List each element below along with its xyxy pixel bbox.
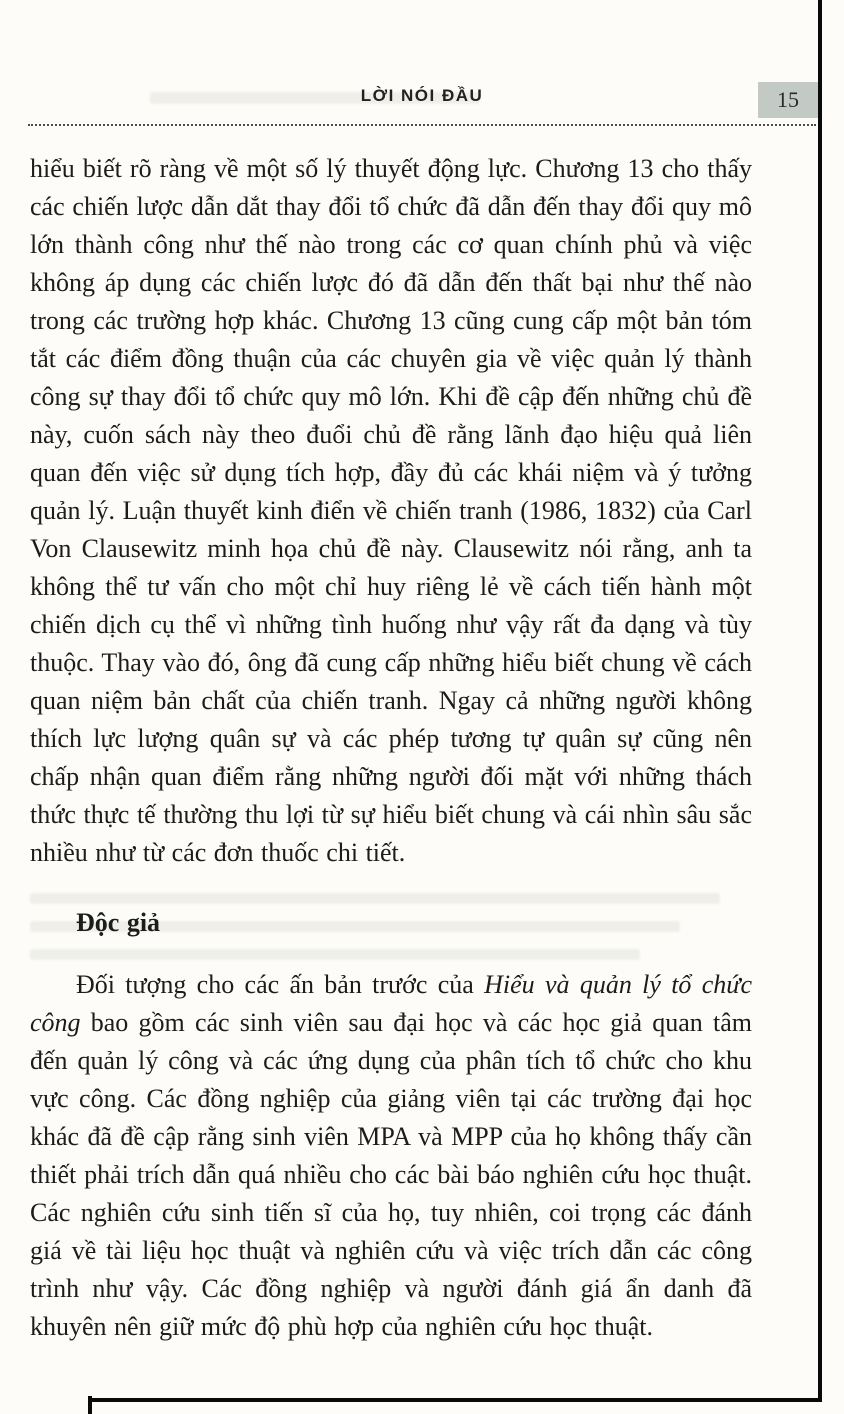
header-divider xyxy=(28,124,816,126)
paragraph-continuation: hiểu biết rõ ràng về một số lý thuyết động lực. Chương 13 cho thấy các chiến lược dẫn dắt thay đổi tổ chức đã dẫn đến thay đổi quy mô lớn thành công như thế nào trong các cơ quan chính phủ và việc không áp dụng các chiến lược đó đã dẫn đến thất bại như thế nào trong các trường hợp khác. Chương 13 cũng cung cấp một bản tóm tắt các điểm đồng thuận của các chuyên gia về việc quản lý thành công sự thay đổi tổ chức quy mô lớn. Khi đề cập đến những chủ đề này, cuốn sách này theo đuổi chủ đề rằng lãnh đạo hiệu quả liên quan đến việc sử dụng tích hợp, đầy đủ các khái niệm và ý tưởng quản lý. Luận thuyết kinh điển về chiến tranh (1986, 1832) của Carl Von Clausewitz minh họa chủ đề này. Clausewitz nói rằng, anh ta không thể tư vấn cho một chỉ huy riêng lẻ về cách tiến hành một chiến dịch cụ thể vì những tình huống như vậy rất đa dạng và tùy thuộc. Thay vào đó, ông đã cung cấp những hiểu biết chung về cách quan niệm bản chất của chiến tranh. Ngay cả những người không thích lực lượng quân sự và các phép tương tự quân sự cũng nên chấp nhận quan điểm rằng những người đối mặt với những thách thức thực tế thường thu lợi từ sự hiểu biết chung và cái nhìn sâu sắc nhiều như từ các đơn thuốc chi tiết. xyxy=(30,154,752,867)
book-title-italic: Hiểu và quản lý tổ chức công xyxy=(30,970,752,1037)
text-block xyxy=(30,150,752,1346)
page-edge-right xyxy=(818,0,822,1400)
page-number: 15 xyxy=(777,87,799,112)
paragraph-text: Đối tượng cho các ấn bản trước của xyxy=(76,970,485,999)
page-edge-corner xyxy=(88,1396,92,1414)
running-header-title: LỜI NÓI ĐẦU xyxy=(360,86,484,105)
paragraph-text: bao gồm các sinh viên sau đại học và các học giả quan tâm đến quản lý công và các ứng dụng của phân tích tổ chức cho khu vực công. Các đồng nghiệp của giảng viên tại các trường đại học khác đã đề cập rằng sinh viên MPA và MPP của họ không thấy cần thiết phải trích dẫn quá nhiều cho các bài báo nghiên cứu học thuật. Các nghiên cứu sinh tiến sĩ của họ, tuy nhiên, coi trọng các đánh giá về tài liệu học thuật và nghiên cứu và việc trích dẫn các công trình như vậy. Các đồng nghiệp và người đánh giá ẩn danh đã khuyên nên giữ mức độ phù hợp của nghiên cứu học thuật. xyxy=(30,1008,752,1341)
paragraph xyxy=(30,966,752,1346)
page-edge-bottom xyxy=(88,1398,822,1402)
page-number-badge xyxy=(758,82,818,118)
section-heading: Độc giả xyxy=(76,908,161,937)
